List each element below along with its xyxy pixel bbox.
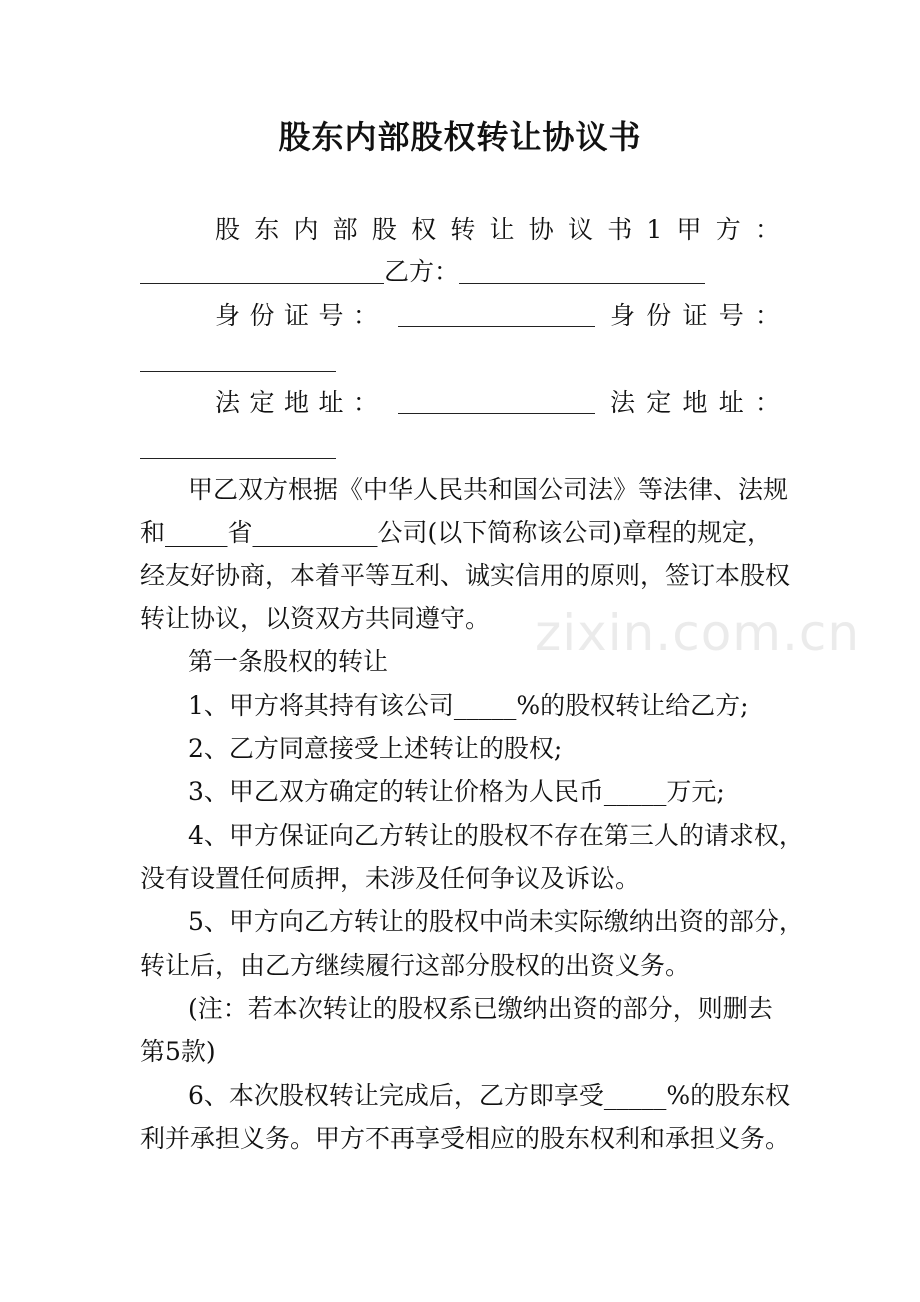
id-blank-right — [140, 341, 336, 372]
label-char: 证 — [682, 301, 708, 330]
para1-line3: 经友好协商，本着平等互利、诚实信用的原则，签订本股权 — [140, 561, 791, 590]
label-char: 身 — [215, 301, 241, 330]
watermark: zixin.com.cn — [535, 604, 861, 662]
header-line-4 — [215, 381, 780, 425]
para1-line4: 转让协议，以资双方共同遵守。 — [140, 604, 491, 633]
para1-line2: 和_____省__________公司(以下简称该公司)章程的规定， — [140, 518, 773, 547]
label-char: 定 — [249, 388, 275, 417]
label-char: ： — [352, 301, 378, 330]
header-char: 东 — [254, 215, 280, 244]
label-char: 址 — [318, 388, 344, 417]
note-line2: 第5款) — [140, 1037, 216, 1066]
id-label-right — [610, 294, 780, 338]
party-a-blank — [140, 253, 384, 284]
header-line-2 — [140, 250, 780, 294]
para1-line1: 甲乙双方根据《中华人民共和国公司法》等法律、法规 — [188, 475, 789, 504]
header-line-3b — [140, 338, 780, 382]
header-line-3 — [215, 294, 780, 338]
header-char: ： — [754, 215, 780, 244]
note-line1: (注：若本次转让的股权系已缴纳出资的部分，则删去 — [188, 994, 773, 1023]
id-blank-left — [398, 296, 595, 327]
header-char: 1 — [646, 215, 663, 244]
article1-title: 第一条股权的转让 — [188, 647, 389, 676]
header-char: 部 — [332, 215, 358, 244]
label-char: ： — [754, 301, 780, 330]
item-6-line1: 6、本次股权转让完成后，乙方即享受_____%的股东权 — [188, 1081, 791, 1110]
header-line-4b — [140, 425, 780, 469]
header-line-1 — [215, 208, 780, 252]
item-5-line2: 转让后，由乙方继续履行这部分股权的出资义务。 — [140, 951, 691, 980]
header-char: 股 — [215, 215, 241, 244]
header-char: 内 — [293, 215, 319, 244]
header-char: 转 — [450, 215, 476, 244]
address-label-left — [215, 381, 378, 425]
label-char: 号 — [318, 301, 344, 330]
header-char: 股 — [371, 215, 397, 244]
label-char: 址 — [718, 388, 744, 417]
label-char: 法 — [610, 388, 636, 417]
label-char: 份 — [249, 301, 275, 330]
header-char: 议 — [567, 215, 593, 244]
item-2: 2、乙方同意接受上述转让的股权; — [188, 734, 563, 763]
id-label-left — [215, 294, 378, 338]
label-char: ： — [352, 388, 378, 417]
party-b-label: 乙方： — [384, 257, 460, 286]
item-4-line1: 4、甲方保证向乙方转让的股权不存在第三人的请求权， — [188, 821, 804, 850]
label-char: ： — [754, 388, 780, 417]
header-char: 让 — [489, 215, 515, 244]
label-char: 法 — [215, 388, 241, 417]
header-char: 协 — [528, 215, 554, 244]
label-char: 地 — [682, 388, 708, 417]
header-char: 权 — [411, 215, 437, 244]
item-4-line2: 没有设置任何质押，未涉及任何争议及诉讼。 — [140, 864, 641, 893]
label-char: 份 — [646, 301, 672, 330]
header-char: 方 — [715, 215, 741, 244]
label-char: 定 — [646, 388, 672, 417]
document-title: 股东内部股权转让协议书 — [278, 118, 642, 156]
label-char: 地 — [283, 388, 309, 417]
item-3: 3、甲乙双方确定的转让价格为人民币_____万元; — [188, 777, 725, 806]
item-1: 1、甲方将其持有该公司_____%的股权转让给乙方; — [188, 691, 749, 720]
label-char: 证 — [283, 301, 309, 330]
item-6-line2: 利并承担义务。甲方不再享受相应的股东权利和承担义务。 — [140, 1124, 791, 1153]
address-label-right — [610, 381, 780, 425]
address-blank-left — [398, 383, 595, 414]
header-char: 甲 — [676, 215, 702, 244]
label-char: 号 — [718, 301, 744, 330]
item-5-line1: 5、甲方向乙方转让的股权中尚未实际缴纳出资的部分， — [188, 907, 804, 936]
header-char: 书 — [607, 215, 633, 244]
address-blank-right — [140, 428, 336, 459]
party-b-blank — [459, 253, 705, 284]
label-char: 身 — [610, 301, 636, 330]
